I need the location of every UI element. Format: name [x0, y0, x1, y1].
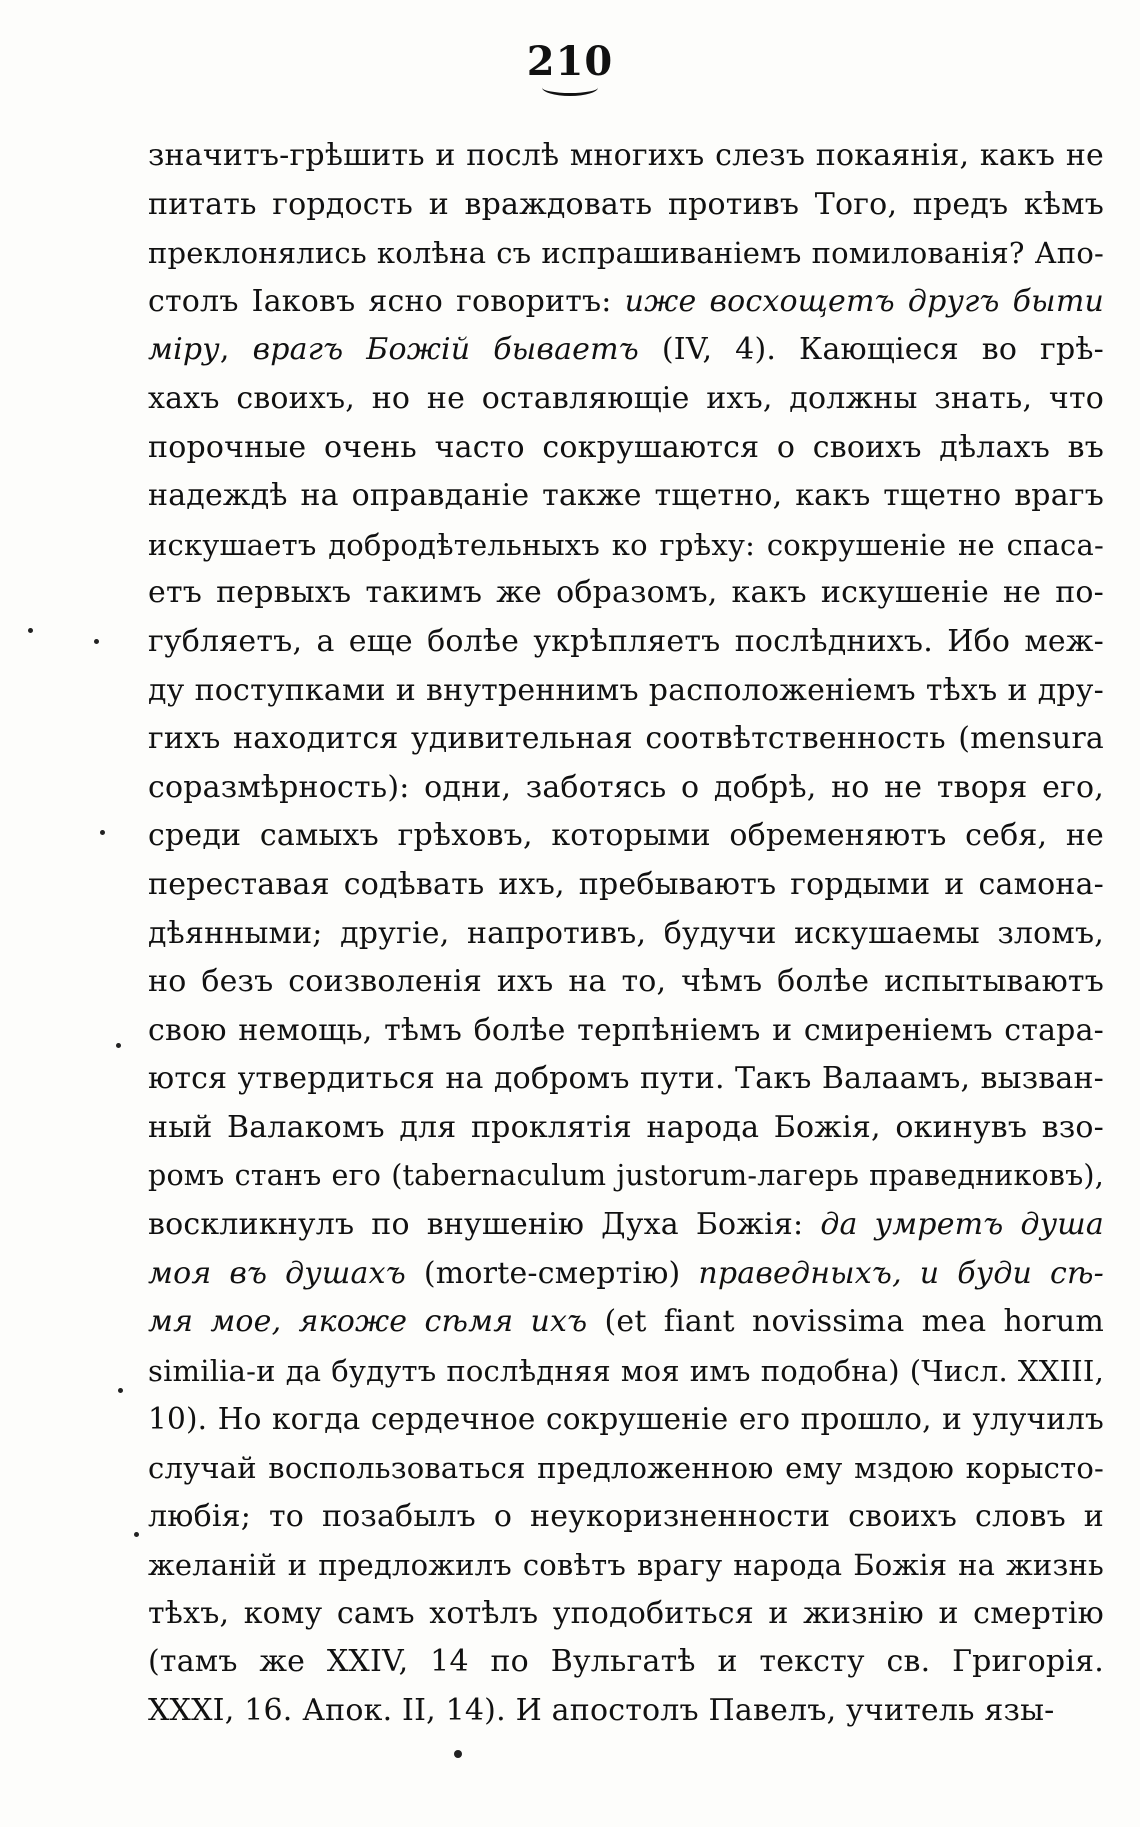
italic-quote: врагъ Божій бываетъ [252, 332, 639, 368]
text-line [148, 375, 1104, 424]
text-line [148, 910, 1104, 959]
text-line [148, 618, 1104, 667]
text-line [148, 326, 1104, 375]
text-run: XXXI, 16. Апок. II, 14). И апостолъ Павелъ, учитель язы- [148, 1693, 1055, 1728]
text-run: (IV, 4). Кающіеся во грѣ- [638, 332, 1104, 368]
text-line [148, 1055, 1104, 1104]
text-line [148, 1152, 1104, 1201]
text-line [148, 861, 1104, 910]
text-run: тѣхъ, кому самъ хотѣлъ уподобиться и жизнію и смертію [148, 1595, 1104, 1631]
italic-quote: да умретъ душа [820, 1207, 1105, 1243]
text-run: етъ первыхъ такимъ же образомъ, какъ искушеніе не по- [148, 575, 1104, 611]
print-speck [94, 639, 99, 644]
text-line [148, 278, 1104, 327]
text-run: свою немощь, тѣмъ болѣе терпѣніемъ и смиреніемъ стара- [148, 1012, 1104, 1048]
text-line [148, 1007, 1104, 1056]
text-line [148, 1298, 1104, 1347]
text-run: переставая содѣвать ихъ, пребываютъ гордыми и самона- [148, 866, 1104, 902]
text-line [148, 1104, 1104, 1153]
text-line [148, 764, 1104, 813]
text-line [148, 1493, 1104, 1542]
text-run: значитъ-грѣшить и послѣ многихъ слезъ покаянія, какъ не [148, 138, 1104, 173]
print-speck [118, 1388, 123, 1393]
text-run: губляетъ, а еще болѣе укрѣпляетъ послѣднихъ. Ибо меж- [148, 623, 1104, 659]
text-line [148, 812, 1104, 861]
text-line [148, 1395, 1104, 1444]
text-run: (morte-смертію) [405, 1255, 699, 1291]
text-run: преклонялись колѣна съ испрашиваніемъ помилованія? Апо- [148, 236, 1104, 271]
text-line [148, 424, 1104, 473]
body-text [148, 132, 1104, 1736]
text-run: (тамъ же XXIV, 14 по Вульгатѣ и тексту св. Григорія. [148, 1644, 1104, 1680]
text-line [148, 132, 1104, 181]
text-run: надеждѣ на оправданіе также тщетно, какъ тщетно врагъ [148, 478, 1104, 514]
page-number-text: 210 [526, 38, 614, 85]
print-speck [28, 628, 33, 633]
italic-quote: иже восхощетъ другъ быти [624, 283, 1104, 319]
text-run: искушаетъ добродѣтельныхъ ко грѣху: сокрушеніе не спаса- [148, 527, 1104, 562]
italic-quote: праведныхъ, и буди сѣ- [698, 1255, 1104, 1291]
text-line [148, 521, 1104, 570]
text-run: но безъ соизволенія ихъ на то, чѣмъ болѣе испытываютъ [148, 964, 1104, 1000]
text-run: случай воспользоваться предложенною ему мздою корысто- [148, 1451, 1104, 1486]
text-run: 10). Но когда сердечное сокрушеніе его прошло, и улучилъ [148, 1402, 1104, 1437]
text-run: желаній и предложилъ совѣтъ врагу народа Божія на жизнь [148, 1548, 1104, 1583]
text-line [148, 1541, 1104, 1590]
text-run: столъ Іаковъ ясно говоритъ: [148, 283, 625, 319]
text-run: соразмѣрность): одни, заботясь о добрѣ, но не творя его, [148, 769, 1104, 805]
text-line [148, 1638, 1104, 1687]
text-line [148, 1201, 1104, 1250]
text-run: гихъ находится удивительная соотвѣтственность (mensura [148, 721, 1104, 757]
italic-quote: міру [148, 332, 220, 368]
text-line [148, 1250, 1104, 1299]
text-line [148, 1444, 1104, 1493]
print-speck [454, 1750, 462, 1758]
text-run: ромъ станъ его (tabernaculum justorum-лагерь праведниковъ), [148, 1159, 1104, 1193]
text-line [148, 472, 1104, 521]
page-number [0, 38, 1140, 96]
text-run: любія; то позабылъ о неукоризненности своихъ словъ и [148, 1498, 1104, 1534]
text-line [148, 1347, 1104, 1396]
text-line [148, 569, 1104, 618]
italic-quote: моя въ душахъ [148, 1255, 406, 1291]
text-run: воскликнулъ по внушенію Духа Божія: [148, 1207, 821, 1243]
text-line [148, 667, 1104, 716]
text-line [148, 1590, 1104, 1639]
print-speck [100, 830, 105, 835]
text-line [148, 181, 1104, 230]
text-run: хахъ своихъ, но не оставляющіе ихъ, должны знать, что [148, 380, 1104, 416]
text-run: , [219, 332, 253, 368]
text-run: среди самыхъ грѣховъ, которыми обременяютъ себя, не [148, 818, 1104, 854]
print-speck [134, 1532, 139, 1537]
print-speck [116, 1043, 121, 1048]
text-line [148, 1687, 1104, 1736]
text-line [148, 715, 1104, 764]
text-run: питать гордость и враждовать противъ Того, предъ кѣмъ [148, 186, 1104, 222]
text-run: similia-и да будутъ послѣдняя моя имъ подобна) (Числ. XXIII, [148, 1353, 1104, 1388]
italic-quote: мя мое, якоже сѣмя ихъ [148, 1304, 588, 1340]
text-run: ются утвердиться на добромъ пути. Такъ Валаамъ, вызван- [148, 1061, 1104, 1097]
text-run: ду поступками и внутреннимъ расположеніемъ тѣхъ и дру- [148, 672, 1104, 708]
text-run: (et fiant novissima mea horum [587, 1304, 1104, 1340]
text-run: порочные очень часто сокрушаются о своихъ дѣлахъ въ [148, 429, 1104, 465]
text-line [148, 958, 1104, 1007]
text-run: дѣянными; другіе, напротивъ, будучи искушаемы зломъ, [148, 915, 1104, 951]
text-line [148, 229, 1104, 278]
text-run: ный Валакомъ для проклятія народа Божія, окинувъ взо- [148, 1109, 1104, 1145]
